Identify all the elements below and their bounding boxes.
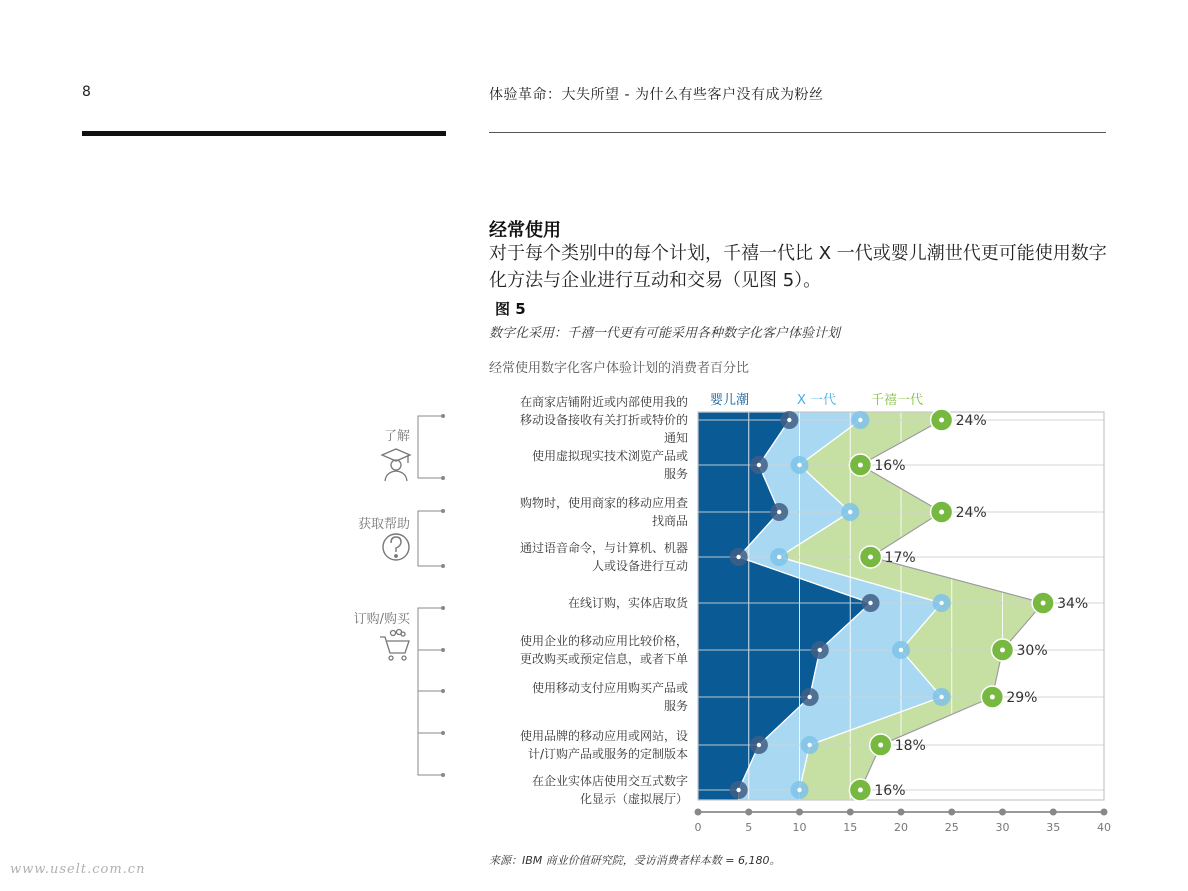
x-tick-dot (1050, 809, 1057, 816)
marker-core-genx (777, 555, 781, 559)
marker-core-boomers (818, 648, 822, 652)
legend (710, 392, 923, 408)
header-title: 体验革命：大失所望 - 为什么有些客户没有成为粉丝 (489, 87, 824, 103)
group-label-help: 获取帮助 (357, 517, 410, 532)
marker-core-genx (797, 463, 801, 467)
marker-core-millennials (939, 510, 944, 515)
category-label: 移动设备接收有关打折或特价的 (519, 413, 688, 427)
category-label: 在商家店铺附近或内部使用我的 (519, 395, 688, 409)
marker-core-genx (807, 743, 811, 747)
marker-core-genx (939, 695, 943, 699)
category-label: 在线订购，实体店取货 (567, 596, 688, 610)
marker-core-genx (848, 510, 852, 514)
x-tick-dot (999, 809, 1006, 816)
category-label: 化显示（虚拟展厅） (579, 792, 688, 806)
intro-paragraph: 对于每个类别中的每个计划，千禧一代比 X 一代或婴儿潮世代更可能使用数字化方法与企业进行互动和交易（见图 5）。 (489, 243, 1107, 291)
marker-core-millennials (868, 555, 873, 560)
marker-core-genx (939, 601, 943, 605)
marker-core-millennials (939, 418, 944, 423)
legend-boomers: 婴儿潮 (710, 393, 750, 408)
category-label: 计/订购产品或服务的定制版本 (527, 747, 688, 761)
x-tick-label: 5 (745, 821, 753, 834)
x-tick-label: 25 (944, 821, 959, 834)
marker-core-boomers (807, 695, 811, 699)
plot-area (695, 409, 1112, 834)
marker-core-boomers (736, 555, 740, 559)
data-label: 29% (1006, 690, 1038, 706)
marker-core-boomers (787, 418, 791, 422)
category-label: 通知 (663, 431, 688, 445)
x-tick-label: 15 (843, 821, 858, 834)
x-tick-label: 30 (995, 821, 1010, 834)
marker-core-genx (797, 788, 801, 792)
x-tick-dot (847, 809, 854, 816)
category-label: 在企业实体店使用交互式数字 (531, 774, 688, 788)
bracket-dots (441, 414, 445, 777)
data-label: 17% (884, 550, 916, 566)
x-tick-label: 10 (792, 821, 807, 834)
chart-subtitle: 经常使用数字化客户体验计划的消费者百分比 (489, 361, 750, 376)
x-tick-dot (1101, 809, 1108, 816)
x-tick-label: 20 (894, 821, 908, 834)
category-label: 使用虚拟现实技术浏览产品或 (531, 449, 688, 463)
marker-core-boomers (757, 743, 761, 747)
category-label: 人或设备进行互动 (591, 559, 688, 573)
x-tick-dot (898, 809, 905, 816)
x-tick-label: 35 (1046, 821, 1061, 834)
source-note: 来源：IBM 商业价值研究院，受访消费者样本数 = 6,180。 (489, 854, 781, 867)
data-label: 34% (1057, 596, 1089, 612)
legend-genx: X 一代 (797, 393, 837, 408)
data-label: 24% (955, 505, 987, 521)
group-label-learn: 了解 (383, 429, 410, 444)
watermark: www.uselt.com.cn (10, 862, 146, 877)
marker-core-millennials (1000, 648, 1005, 653)
marker-core-genx (858, 418, 862, 422)
legend-millennials: 千禧一代 (871, 393, 924, 408)
group-brackets (418, 416, 442, 775)
figure-title: 数字化采用：千禧一代更有可能采用各种数字化客户体验计划 (489, 326, 841, 341)
marker-core-millennials (858, 788, 863, 793)
figure-label: 图 5 (495, 300, 526, 318)
page-number: 8 (82, 84, 91, 100)
x-tick-dot (948, 809, 955, 816)
category-labels (520, 394, 689, 806)
marker-core-millennials (1041, 601, 1046, 606)
group-label-buy: 订购/购买 (353, 612, 410, 627)
marker-core-millennials (878, 743, 883, 748)
category-label: 服务 (663, 699, 688, 713)
marker-core-genx (899, 648, 903, 652)
category-label: 使用企业的移动应用比较价格， (519, 634, 688, 648)
x-tick-dot (796, 809, 803, 816)
data-label: 18% (894, 738, 926, 754)
section-heading: 经常使用 (489, 220, 561, 241)
x-tick-label: 40 (1097, 821, 1111, 834)
category-label: 通过语音命令，与计算机、机器 (519, 541, 688, 555)
category-label: 购物时，使用商家的移动应用查 (519, 496, 688, 510)
x-tick-label: 0 (694, 821, 702, 834)
x-tick-dot (695, 809, 702, 816)
marker-core-boomers (736, 788, 740, 792)
category-label: 使用移动支付应用购买产品或 (531, 681, 688, 695)
data-label: 30% (1016, 643, 1048, 659)
x-tick-dot (745, 809, 752, 816)
category-label: 找商品 (651, 514, 688, 528)
graduate-icon (382, 449, 410, 481)
shopping-cart-icon (380, 630, 409, 661)
category-label: 服务 (663, 467, 688, 481)
data-label: 24% (955, 413, 987, 429)
category-label: 更改购买或预定信息，或者下单 (519, 652, 688, 666)
marker-core-millennials (858, 463, 863, 468)
marker-core-boomers (757, 463, 761, 467)
category-label: 使用品牌的移动应用或网站，设 (519, 729, 688, 743)
data-label: 16% (874, 458, 906, 474)
marker-core-millennials (990, 695, 995, 700)
marker-core-boomers (868, 601, 872, 605)
data-label: 16% (874, 783, 906, 799)
marker-core-boomers (777, 510, 781, 514)
question-icon (383, 534, 409, 560)
